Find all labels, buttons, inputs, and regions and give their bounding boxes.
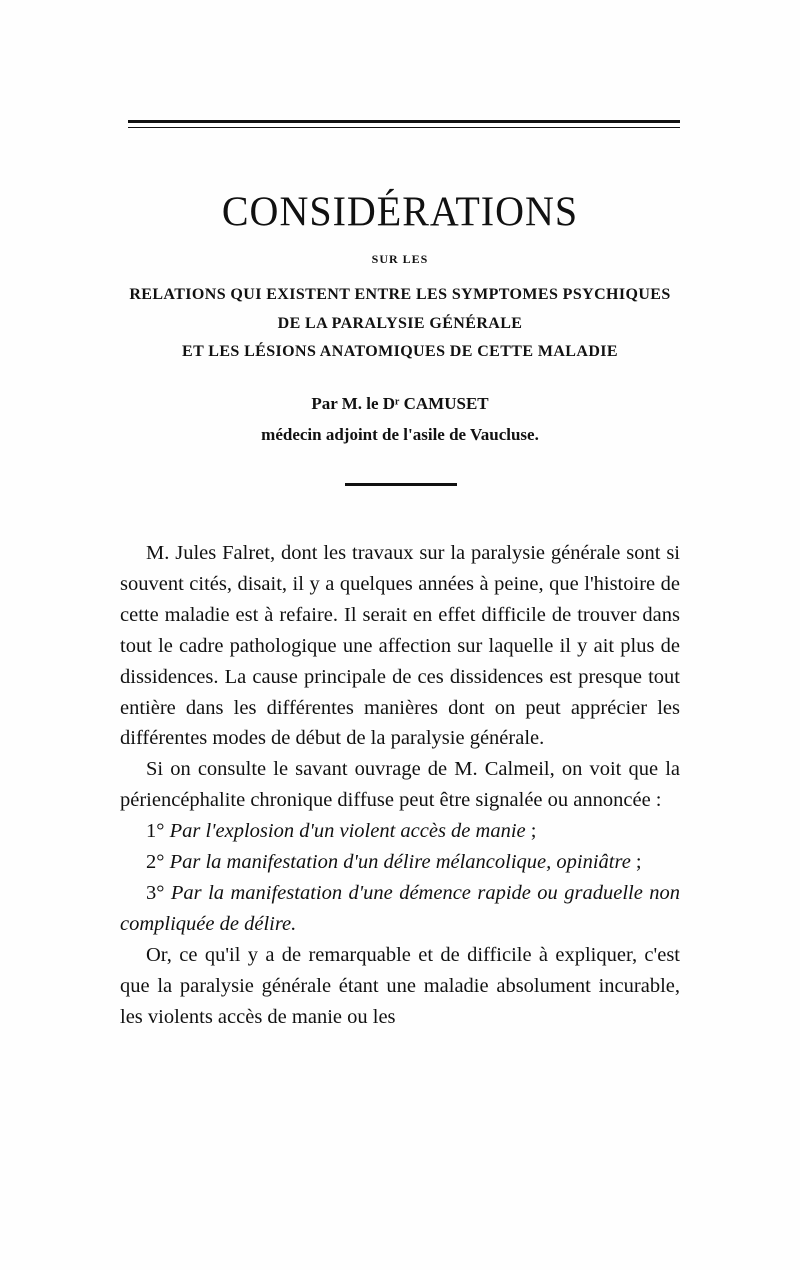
subtitle-line-2: DE LA PARALYSIE GÉNÉRALE — [277, 315, 523, 332]
list-item-text: Par l'explosion d'un violent accès de manie — [169, 820, 526, 843]
list-item-text: Par la manifestation d'un délire mélancolique, opiniâtre — [169, 851, 631, 874]
list-item-2 — [120, 847, 680, 878]
paragraph-2: Si on consulte le savant ouvrage de M. Calmeil, on voit que la périencéphalite chronique diffuse peut être signalée ou annoncée : — [120, 758, 680, 812]
subtitle-line-3: ET LES LÉSIONS ANATOMIQUES DE CETTE MALADIE — [182, 343, 618, 360]
title-connector: SUR LES — [371, 252, 429, 266]
list-item-1 — [120, 816, 680, 847]
header-rule-thin — [128, 127, 680, 128]
article-body — [120, 538, 680, 1033]
list-item-number: 3° — [146, 881, 165, 904]
paragraph-1: M. Jules Falret, dont les travaux sur la paralysie générale sont si souvent cités, disait, il y a quelques années à peine, que l'histoire de cette maladie est à refaire. Il serait en effet difficile de trouver dans tout le cadre pathologique une affection sur laquelle il y ait plus de dissidences. La cause principale de ces dissidences est presque tout entière dans les différentes manières dont on peut apprécier les différentes modes de début de la paralysie générale. — [120, 542, 680, 750]
list-item-number: 2° — [146, 851, 165, 874]
section-separator — [345, 483, 457, 486]
header-rule-thick — [128, 120, 680, 123]
author-affiliation: médecin adjoint de l'asile de Vaucluse. — [261, 425, 539, 444]
list-item-number: 1° — [146, 820, 165, 843]
list-item-punct: ; — [630, 851, 642, 874]
paragraph-3: Or, ce qu'il y a de remarquable et de difficile à expliquer, c'est que la paralysie générale étant une maladie absolument incurable, les violents accès de manie ou les — [120, 943, 680, 1028]
subtitle-line-1: RELATIONS QUI EXISTENT ENTRE LES SYMPTOMES PSYCHIQUES — [129, 286, 671, 303]
page-title: CONSIDÉRATIONS — [221, 187, 579, 236]
list-item-3 — [120, 878, 680, 940]
author-line: Par M. le Dʳ CAMUSET — [311, 394, 489, 413]
list-item-text: Par la manifestation d'une démence rapide ou graduelle non compliquée de délire. — [120, 881, 681, 935]
list-item-punct: ; — [525, 820, 537, 843]
